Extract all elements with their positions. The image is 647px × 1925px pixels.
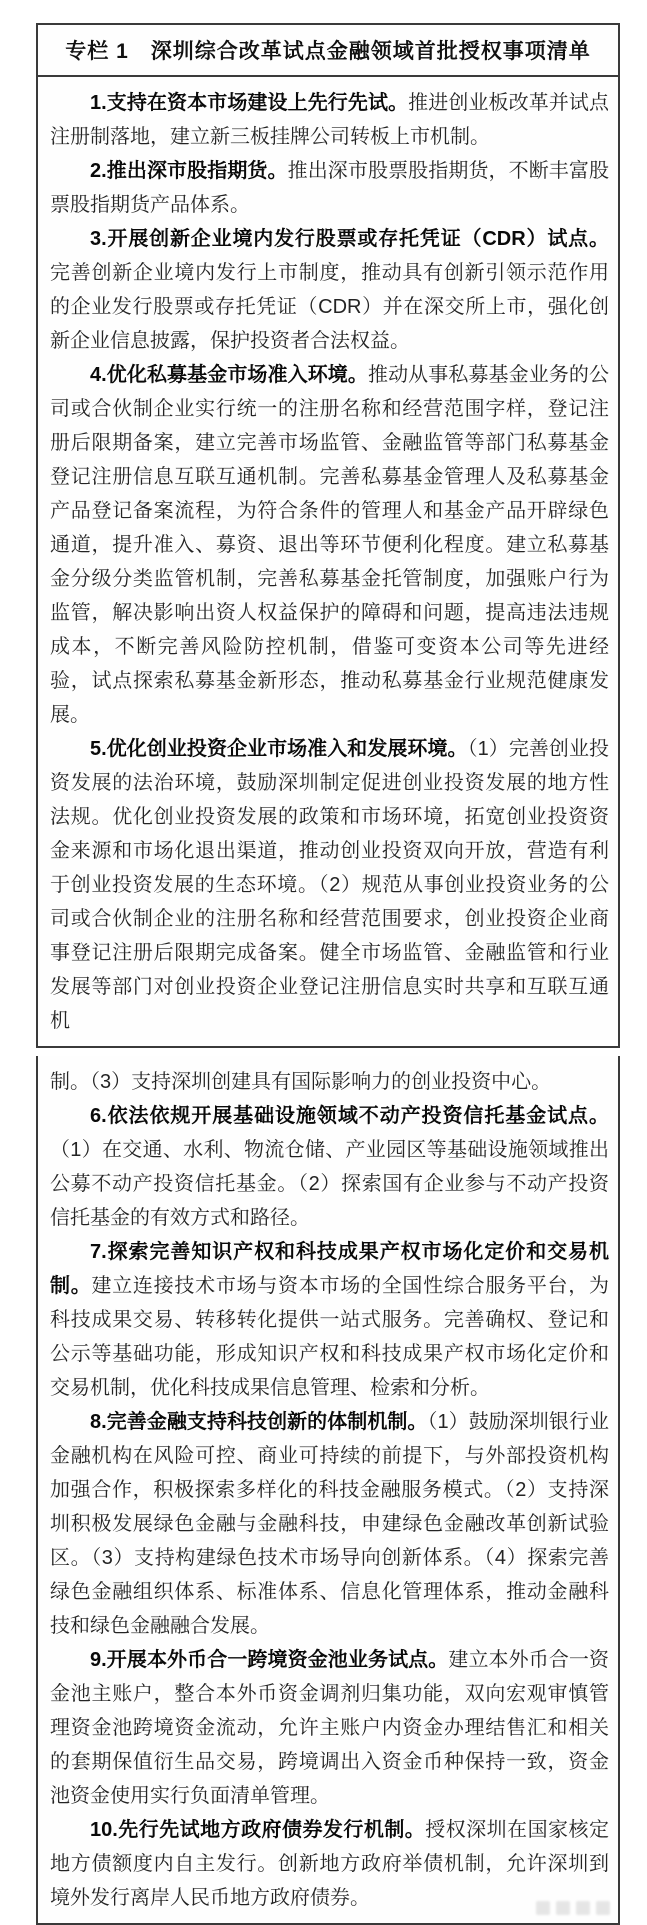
item-3-lead: 3.开展创新企业境内发行股票或存托凭证（CDR）试点。 — [90, 228, 609, 250]
authorization-item-2 — [50, 154, 609, 222]
authorization-item-4 — [50, 358, 609, 732]
authorization-item-10 — [50, 1813, 609, 1915]
item-8-body: （1）鼓励深圳银行业金融机构在风险可控、商业可持续的前提下，与外部投资机构加强合作，积极探索多样化的科技金融服务模式。（2）支持深圳积极发展绿色金融与金融科技，申建绿色金融改革创新试验区。（3）支持构建绿色技术市场导向创新体系。（4）探索完善绿色金融组织体系、标准体系、信息化管理体系，推动金融科技和绿色金融融合发展。 — [50, 1411, 610, 1637]
item-7-body: 建立连接技术市场与资本市场的全国性综合服务平台，为科技成果交易、转移转化提供一站式服务。完善确权、登记和公示等基础功能，形成知识产权和科技成果产权市场化定价和交易机制，优化科技成果信息管理、检索和分析。 — [50, 1275, 610, 1399]
item-2-body: 推出深市股票股指期货，不断丰富股票股指期货产品体系。 — [50, 160, 609, 216]
item-6-lead: 6.依法依规开展基础设施领域不动产投资信托基金试点。 — [90, 1105, 609, 1127]
item-5-lead: 5.优化创业投资企业市场准入和发展环境。 — [90, 738, 468, 760]
item-3-body: 完善创新企业境内发行上市制度，推动具有创新引领示范作用的企业发行股票或存托凭证（CDR）并在深交所上市，强化创新企业信息披露，保护投资者合法权益。 — [50, 262, 609, 352]
authorization-item-8 — [50, 1405, 609, 1643]
item-6-body: （1）在交通、水利、物流仓储、产业园区等基础设施领域推出公募不动产投资信托基金。（2）探索国有企业参与不动产投资信托基金的有效方式和路径。 — [50, 1139, 609, 1229]
item-4-body: 推动从事私募基金业务的公司或合伙制企业实行统一的注册名称和经营范围字样，登记注册后限期备案，建立完善市场监管、金融监管等部门私募基金登记注册信息互联互通机制。完善私募基金管理人及私募基金产品登记备案流程，为符合条件的管理人和基金产品开辟绿色通道，提升准入、募资、退出等环节便利化程度。建立私募基金分级分类监管机制，完善私募基金托管制度，加强账户行为监管，解决影响出资人权益保护的障碍和问题，提高违法违规成本，不断完善风险防控机制，借鉴可变资本公司等先进经验，试点探索私募基金新形态，推动私募基金行业规范健康发展。 — [50, 364, 610, 726]
item-10-lead: 10.先行先试地方政府债券发行机制。 — [90, 1819, 426, 1841]
authorization-item-1 — [50, 86, 609, 154]
authorization-item-5-part1 — [50, 732, 609, 1038]
item-5-body: （1）完善创业投资发展的法治环境，鼓励深圳制定促进创业投资发展的地方性法规。优化创业投资发展的政策和市场环境，拓宽创业投资资金来源和市场化退出渠道，推动创业投资双向开放，营造有利于创业投资发展的生态环境。（2）规范从事创业投资业务的公司或合伙制企业的注册名称和经营范围要求，创业投资企业商事登记注册后限期完成备案。健全市场监管、金融监管和行业发展等部门对创业投资企业登记注册信息实时共享和互联互通机 — [50, 738, 610, 1032]
document-page — [0, 23, 647, 1909]
column-box-page1 — [36, 23, 620, 1048]
item-9-body: 建立本外币合一资金池主账户，整合本外币资金调剂归集功能，双向宏观审慎管理资金池跨境资金流动，允许主账户内资金办理结售汇和相关的套期保值衍生品交易，跨境调出入资金币种保持一致，资金池资金使用实行负面清单管理。 — [50, 1649, 610, 1807]
item-2-lead: 2.推出深市股指期货。 — [90, 160, 288, 182]
column-box-page2 — [36, 1056, 620, 1925]
item-1-lead: 1.支持在资本市场建设上先行先试。 — [90, 92, 409, 114]
item-7-lead: 7.探索完善知识产权和科技成果产权市场化定价和交易机制。 — [50, 1241, 609, 1297]
authorization-item-9 — [50, 1643, 609, 1813]
item-5-continuation: 制。（3）支持深圳创建具有国际影响力的创业投资中心。 — [50, 1071, 552, 1093]
item-9-lead: 9.开展本外币合一跨境资金池业务试点。 — [90, 1649, 449, 1671]
authorization-item-5-part2 — [50, 1065, 609, 1099]
watermark-smudge — [536, 1901, 610, 1915]
page1-content — [38, 77, 618, 1046]
authorization-item-7 — [50, 1235, 609, 1405]
item-1-body: 推进创业板改革并试点注册制落地，建立新三板挂牌公司转板上市机制。 — [50, 92, 610, 148]
item-8-lead: 8.完善金融支持科技创新的体制机制。 — [90, 1411, 428, 1433]
item-4-lead: 4.优化私募基金市场准入环境。 — [90, 364, 368, 386]
page2-content — [38, 1056, 618, 1923]
authorization-item-3 — [50, 222, 609, 358]
authorization-item-6 — [50, 1099, 609, 1235]
column-title: 专栏 1 深圳综合改革试点金融领域首批授权事项清单 — [38, 25, 618, 77]
item-10-body: 授权深圳在国家核定地方债额度内自主发行。创新地方政府举债机制，允许深圳到境外发行离岸人民币地方政府债券。 — [50, 1819, 609, 1909]
